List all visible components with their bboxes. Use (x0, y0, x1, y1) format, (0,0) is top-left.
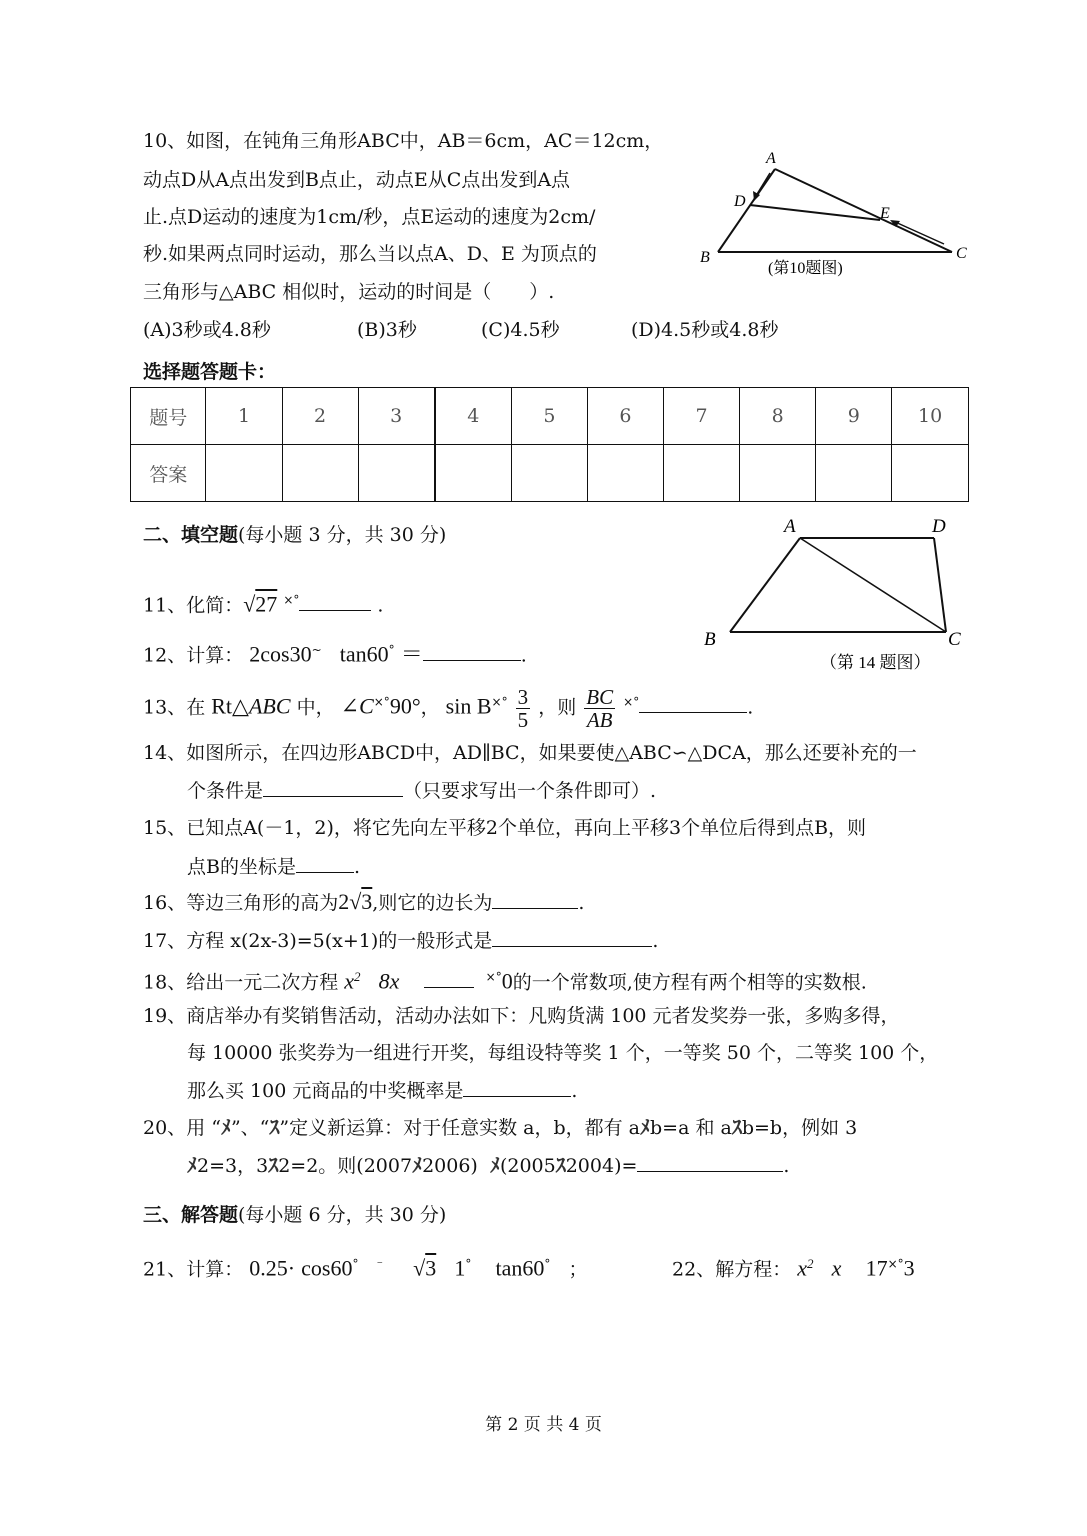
q19-number: 19、 (143, 1005, 187, 1027)
q11-radicand: 27 (255, 591, 278, 617)
q11-number: 11、 (143, 594, 187, 617)
q14-text-a: 个条件是 (187, 780, 264, 802)
q14-text: 如图所示，在四边形ABCD中，AD∥BC，如果要使△ABC∽△DCA，那么还要补充的一 (186, 742, 917, 764)
operator-a-icon: ﾒ (412, 1153, 423, 1177)
q22-x2: x (797, 1255, 808, 1281)
answer-card-num: 8 (740, 388, 816, 445)
answer-card-header-number: 题号 (131, 388, 206, 445)
q18-text-b: 的一个常数项,使方程有两个相等的实数根. (512, 971, 867, 994)
q17: 17、方程 x(2x-3)=5(x+1)的一般形式是 . (143, 930, 659, 952)
q19-text-3: 那么买 100 元商品的中奖概率是 (187, 1080, 464, 1102)
operator-a-icon: ﾒ (640, 1115, 651, 1139)
operator-b-icon: ｽ (269, 1115, 280, 1139)
q21-cos: cos60 (301, 1255, 353, 1281)
q15-line1 (143, 816, 866, 840)
answer-cell[interactable] (587, 445, 663, 502)
q15-line2: 点B的坐标是 . (187, 856, 361, 878)
section3-heading: 三、解答题 (143, 1204, 239, 1226)
operator-a-icon: ﾒ (187, 1153, 197, 1177)
q17-text: 方程 x(2x-3)=5(x+1)的一般形式是 (186, 930, 493, 952)
answer-cell[interactable] (511, 445, 587, 502)
q21-text: 计算： (186, 1258, 244, 1281)
page-footer: 第 2 页 共 4 页 (485, 1415, 602, 1435)
fig14-label-a: A (784, 516, 796, 537)
answer-cell[interactable] (282, 445, 358, 502)
q12-expr-tan: tan60 (339, 641, 389, 667)
q16: 16、等边三角形的高为2√3,则它的边长为 . (143, 889, 585, 914)
operator-b-icon: ｽ (555, 1153, 566, 1177)
q16-text-b: ,则它的边长为 (372, 892, 493, 914)
q18-number: 18、 (143, 971, 187, 994)
q10-line2: 动点D从A点出发到B点止，动点E从C点出发到A点 (143, 169, 571, 191)
q10-line4: 秒.如果两点同时运动，那么当以点A、D、E 为顶点的 (143, 243, 597, 265)
q18: 18、给出一元二次方程 $x^2$ 8x ×°0的一个常数项,使方程有两个相等的实数根. (143, 968, 867, 994)
answer-card-num: 6 (587, 388, 663, 445)
answer-card-row-numbers (131, 388, 969, 445)
answer-card-num: 9 (816, 388, 892, 445)
answer-card-num: 2 (282, 388, 358, 445)
q10-option-d: (D)4.5秒或4.8秒 (631, 319, 779, 341)
q18-term: 8x (378, 968, 400, 994)
q21-one: 1 (454, 1255, 466, 1281)
q22-17: 17 (865, 1255, 888, 1281)
q18-answer-blank[interactable] (424, 969, 474, 988)
q13-sin: sin B (445, 693, 492, 719)
section2-header (143, 523, 446, 547)
q19-line3: 那么买 100 元商品的中奖概率是 . (187, 1080, 578, 1102)
q22-text: 解方程： (715, 1258, 792, 1281)
answer-cell[interactable] (740, 445, 816, 502)
q14-number: 14、 (143, 742, 187, 764)
q10-line5: 三角形与△ABC 相似时，运动的时间是（ ）. (143, 281, 555, 303)
q18-text-a: 给出一元二次方程 (186, 971, 339, 994)
figure-10-triangle (690, 145, 980, 285)
figure-14-quadrilateral (700, 512, 985, 677)
q20-line2: ﾒ2=3，3ｽ2=2。则(2007ﾒ2006) ﾒ(2005ｽ2004)= . (187, 1153, 790, 1177)
answer-cell[interactable] (892, 445, 969, 502)
q14-answer-blank[interactable] (263, 778, 403, 797)
q18-x: x (344, 968, 355, 994)
operator-b-icon: ｽ (268, 1153, 279, 1177)
fig10-label-c: C (956, 245, 967, 262)
q13-triangle: △ABC (232, 693, 291, 719)
answer-card-num: 3 (358, 388, 435, 445)
answer-card-title: 选择题答题卡： (143, 361, 277, 383)
q21-number: 21、 (143, 1258, 187, 1281)
operator-a-icon: ﾒ (489, 1153, 500, 1177)
q18-zero: 0 (501, 968, 513, 994)
q11-sqrt: √27 (243, 591, 278, 617)
operator-a-icon: ﾒ (220, 1115, 231, 1139)
q17-answer-blank[interactable] (492, 928, 652, 947)
answer-cell[interactable] (435, 445, 512, 502)
operator-b-icon: ｽ (731, 1115, 742, 1139)
q21-separator: ； (568, 1258, 588, 1281)
q16-number: 16、 (143, 892, 187, 914)
q20-answer-blank[interactable] (637, 1153, 783, 1172)
fig10-label-b: B (700, 249, 710, 266)
q12-number: 12、 (143, 644, 187, 667)
q12-answer-blank[interactable] (423, 642, 521, 661)
q11: 11、化简：√27 ×° . (143, 591, 384, 617)
q10-option-c: (C)4.5秒 (481, 319, 560, 341)
q12-equals: ＝ (400, 641, 423, 667)
answer-card-header-answer: 答案 (131, 445, 206, 502)
q13-angle: ∠C (340, 693, 374, 719)
section2-heading: 二、填空题 (143, 524, 239, 546)
q15-text: 已知点A(－1，2)，将它先向左平移2个单位，再向上平移3个单位后得到点B，则 (186, 817, 867, 839)
q22-3: 3 (903, 1255, 915, 1281)
answer-cell[interactable] (816, 445, 892, 502)
answer-card-num: 5 (511, 388, 587, 445)
q13-text-a: 在 (186, 696, 206, 719)
q22: 22、解方程： $x^2$ x 17×°3 (672, 1255, 915, 1281)
q18-exp: 2 (354, 969, 361, 984)
q22-x: x (831, 1255, 842, 1281)
q16-coef: 2 (338, 889, 350, 914)
q13: 13、在 Rt△ABC 中， ∠C×°90°， sin B×° $\frac{3}{5}$ ，则 $\frac{BC}{AB}$ ×° . (143, 684, 754, 732)
q11-text: 化简： (186, 594, 244, 617)
fig10-label-a: A (766, 150, 776, 167)
q21: 21、计算： 0.25· cos60° ⁻ √3 1° tan60° ； (143, 1255, 588, 1281)
q13-text-b: 中， (296, 696, 335, 719)
q14-line2 (187, 778, 656, 803)
answer-card-num: 10 (892, 388, 969, 445)
q10-option-b: (B)3秒 (357, 319, 417, 341)
fig14-label-c: C (948, 629, 961, 650)
q19-line1 (143, 1004, 900, 1028)
q13-ratio: $\frac{BC}{AB}$ (586, 684, 614, 732)
q19-answer-blank[interactable] (463, 1078, 571, 1097)
q12-text: 计算： (186, 644, 244, 667)
q21-radicand: 3 (425, 1255, 437, 1281)
answer-card-num: 1 (206, 388, 282, 445)
fig10-label-e: E (880, 205, 890, 222)
q17-number: 17、 (143, 930, 187, 952)
answer-card-num: 4 (435, 388, 512, 445)
answer-cell[interactable] (206, 445, 282, 502)
q11-answer-blank[interactable] (299, 592, 371, 611)
q15-text-b: 点B的坐标是 (187, 856, 296, 878)
q22-exp: 2 (807, 1256, 814, 1271)
q16-radicand: 3 (361, 889, 373, 914)
q10-option-a: (A)3秒或4.8秒 (143, 319, 271, 341)
fig14-label-b: B (704, 629, 716, 650)
q21-a: 0.25 (249, 1255, 288, 1281)
answer-card-num: 7 (664, 388, 740, 445)
q12-expr-cos: 2cos30 (249, 641, 312, 667)
q15-number: 15、 (143, 817, 187, 839)
q20-line1: 20、用 “ﾒ”、“ｽ”定义新运算：对于任意实数 a，b，都有 aﾒb=a 和 aｽb=b，例如 3 (143, 1115, 858, 1139)
section3-header (143, 1203, 446, 1227)
q20-number: 20、 (143, 1117, 187, 1139)
answer-card-row-answers (131, 445, 969, 502)
fig10-caption: (第10题图) (768, 260, 843, 277)
q13-degree: 90° (389, 693, 421, 719)
answer-cell[interactable] (358, 445, 435, 502)
q14-line1 (143, 741, 917, 765)
section3-note: (每小题 6 分，共 30 分) (238, 1204, 447, 1226)
q19-text-1: 商店举办有奖销售活动，活动办法如下：凡购货满 100 元者发奖券一张，多购多得， (186, 1005, 900, 1027)
fig14-label-d: D (932, 516, 946, 537)
q12: 12、计算： 2cos30~ tan60° ＝ . (143, 641, 527, 667)
fig14-caption: （第 14 题图） (820, 653, 931, 672)
q16-answer-blank[interactable] (492, 890, 578, 909)
q15-answer-blank[interactable] (296, 854, 354, 873)
q13-rt: Rt (211, 693, 233, 719)
answer-cell[interactable] (664, 445, 740, 502)
q13-text-c: ，则 (538, 696, 577, 719)
q22-number: 22、 (672, 1258, 716, 1281)
q10-line3: 止.点D运动的速度为1cm/秒，点E运动的速度为2cm/ (143, 206, 596, 228)
q13-number: 13、 (143, 696, 187, 719)
q21-tan: tan60 (495, 1255, 545, 1281)
fig10-label-d: D (734, 193, 746, 210)
section2-note: (每小题 3 分，共 30 分) (238, 524, 447, 546)
q13-fraction: $\frac{3}{5}$ (517, 684, 529, 732)
q13-answer-blank[interactable] (639, 694, 747, 713)
q10-line1: 10、如图，在钝角三角形ABC中，AB＝6cm，AC＝12cm， (143, 130, 664, 152)
q19-line2: 每 10000 张奖券为一组进行开奖，每组设特等奖 1 个，一等奖 50 个，二等奖 100 个， (187, 1042, 939, 1064)
q14-text-b: （只要求写出一个条件即可）. (403, 780, 657, 802)
q16-text-a: 等边三角形的高为 (186, 892, 339, 914)
answer-card-table (130, 387, 969, 502)
